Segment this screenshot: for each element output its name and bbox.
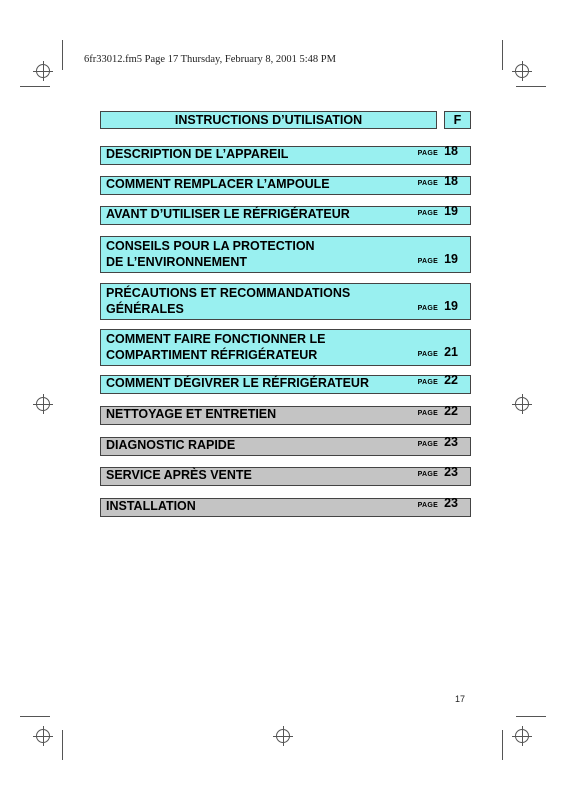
toc-entry-page: [418, 403, 458, 422]
toc-entry-label: NETTOYAGE ET ENTRETIEN: [106, 407, 277, 421]
toc-entry-page: [418, 298, 458, 317]
toc-entry-page: [418, 173, 458, 192]
toc-entry-page: [418, 344, 458, 363]
page-num: 19: [444, 299, 458, 313]
page-num: 19: [444, 204, 458, 218]
page-num: 23: [444, 465, 458, 479]
page-num: 19: [444, 252, 458, 266]
toc-entry-label: CONSEILS POUR LA PROTECTION DE L’ENVIRONNEMENT: [106, 239, 315, 269]
toc-entry-label: COMMENT REMPLACER L’AMPOULE: [106, 177, 330, 191]
toc-entry-label: SERVICE APRÈS VENTE: [106, 468, 252, 482]
page-num: 22: [444, 373, 458, 387]
page-word: PAGE: [417, 150, 439, 157]
toc-title: INSTRUCTIONS D’UTILISATION: [100, 111, 437, 129]
toc-entry[interactable]: [100, 236, 471, 273]
page-num: 23: [444, 496, 458, 510]
toc-entry-label: AVANT D’UTILISER LE RÉFRIGÉRATEUR: [106, 207, 350, 221]
toc-entry[interactable]: [100, 467, 471, 486]
page-word: PAGE: [417, 210, 439, 217]
registration-mark-icon: [515, 397, 529, 411]
toc-entry-label: COMMENT FAIRE FONCTIONNER LE COMPARTIMENT RÉFRIGÉRATEUR: [106, 332, 326, 362]
toc-entry-page: [418, 495, 458, 514]
page-num: 18: [444, 144, 458, 158]
registration-mark-icon: [276, 729, 290, 743]
page-word: PAGE: [417, 180, 439, 187]
page-num: 21: [444, 345, 458, 359]
page-word: PAGE: [417, 471, 439, 478]
page-word: PAGE: [417, 379, 439, 386]
toc-entry[interactable]: [100, 498, 471, 517]
toc-entry-label: PRÉCAUTIONS ET RECOMMANDATIONS GÉNÉRALES: [106, 286, 351, 316]
toc-entry-page: [418, 434, 458, 453]
registration-mark-icon: [36, 64, 50, 78]
toc-entry[interactable]: [100, 146, 471, 165]
toc-entry[interactable]: [100, 437, 471, 456]
registration-mark-icon: [36, 729, 50, 743]
page-word: PAGE: [417, 305, 439, 312]
page-word: PAGE: [417, 351, 439, 358]
toc-entry-page: [418, 464, 458, 483]
toc-entry-page: [418, 203, 458, 222]
page-num: 18: [444, 174, 458, 188]
toc-entry-label: DIAGNOSTIC RAPIDE: [106, 438, 236, 452]
page-word: PAGE: [417, 410, 439, 417]
toc-entry-page: [418, 143, 458, 162]
page-word: PAGE: [417, 258, 439, 265]
page-num: 23: [444, 435, 458, 449]
toc-entry-label: COMMENT DÉGIVRER LE RÉFRIGÉRATEUR: [106, 376, 369, 390]
registration-mark-icon: [515, 729, 529, 743]
page-word: PAGE: [417, 502, 439, 509]
toc-entry[interactable]: [100, 283, 471, 320]
toc-entry[interactable]: [100, 176, 471, 195]
toc-entry[interactable]: [100, 206, 471, 225]
toc-language-code: F: [444, 111, 471, 129]
page-number: 17: [455, 694, 466, 704]
toc-entry[interactable]: [100, 406, 471, 425]
page-num: 22: [444, 404, 458, 418]
toc-entry[interactable]: [100, 375, 471, 394]
toc-entry-label: INSTALLATION: [106, 499, 196, 513]
registration-mark-icon: [36, 397, 50, 411]
page-word: PAGE: [417, 441, 439, 448]
registration-mark-icon: [515, 64, 529, 78]
header-slug: 6fr33012.fm5 Page 17 Thursday, February 8, 2001 5:48 PM: [84, 54, 336, 65]
toc-entry-page: [418, 372, 458, 391]
toc-entry[interactable]: [100, 329, 471, 366]
toc-entry-label: DESCRIPTION DE L’APPAREIL: [106, 147, 289, 161]
toc-entry-page: [418, 251, 458, 270]
